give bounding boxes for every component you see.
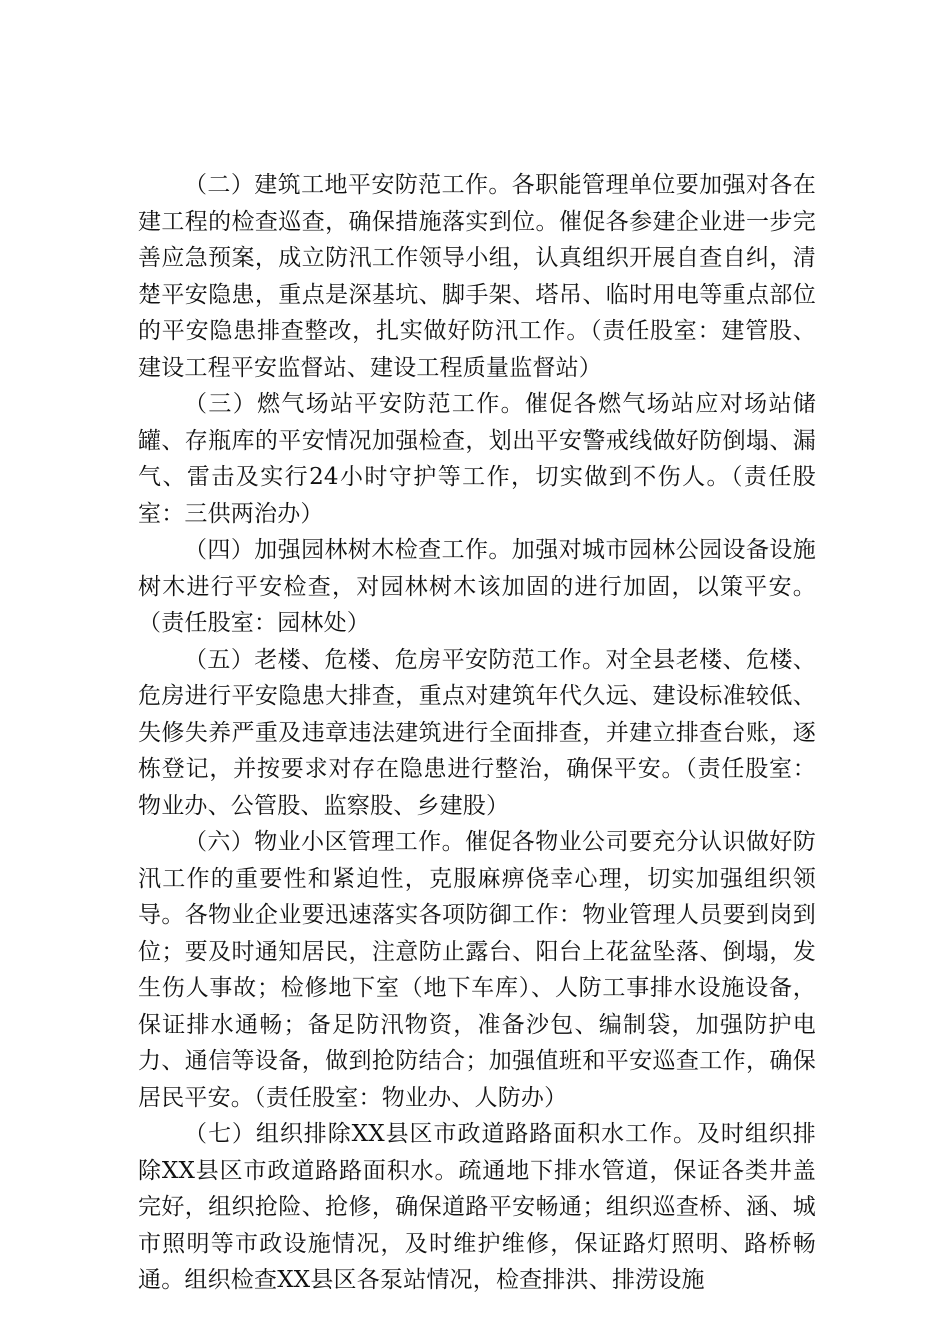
paragraph-construction-site-safety: （二）建筑工地平安防范工作。各职能管理单位要加强对各在建工程的检查巡查，确保措施落实到位。催促各参建企业进一步完善应急预案，成立防汛工作领导小组，认真组织开展自查自纠，清楚平安隐患，重点是深基坑、脚手架、塔吊、临时用电等重点部位的平安隐患排查整改，扎实做好防汛工作。（责任股室：建管股、建设工程平安监督站、建设工程质量监督站）	[138, 172, 816, 381]
document-body	[138, 167, 816, 1299]
paragraph-property-community-management: （六）物业小区管理工作。催促各物业公司要充分认识做好防汛工作的重要性和紧迫性，克服麻痹侥幸心理，切实加强组织领导。各物业企业要迅速落实各项防御工作：物业管理人员要到岗到位；要及时通知居民，注意防止露台、阳台上花盆坠落、倒塌，发生伤人事故；检修地下室（地下车库）、人防工事排水设施设备，保证排水通畅；备足防汛物资，准备沙包、编制袋，加强防护电力、通信等设备，做到抢防结合；加强值班和平安巡查工作，确保居民平安。（责任股室：物业办、人防办）	[138, 829, 816, 1111]
paragraph-old-dangerous-buildings: （五）老楼、危楼、危房平安防范工作。对全县老楼、危楼、危房进行平安隐患大排查，重点对建筑年代久远、建设标准较低、失修失养严重及违章违法建筑进行全面排查，并建立排查台账，逐栋登记，并按要求对存在隐患进行整治，确保平安。（责任股室：物业办、公管股、监察股、乡建股）	[138, 646, 816, 819]
paragraph-garden-tree-inspection: （四）加强园林树木检查工作。加强对城市园林公园设备设施树木进行平安检查，对园林树木该加固的进行加固，以策平安。（责任股室：园林处）	[138, 537, 816, 636]
paragraph-gas-station-safety: （三）燃气场站平安防范工作。催促各燃气场站应对场站储罐、存瓶库的平安情况加强检查，划出平安警戒线做好防倒塌、漏气、雷击及实行24小时守护等工作，切实做到不伤人。（责任股室：三供两治办）	[138, 391, 816, 527]
paragraph-road-water-removal: （七）组织排除XX县区市政道路路面积水工作。及时组织排除XX县区市政道路路面积水。疏通地下排水管道，保证各类井盖完好，组织抢险、抢修，确保道路平安畅通；组织巡查桥、涵、城市照明等市政设施情况，及时维护维修，保证路灯照明、路桥畅通。组织检查XX县区各泵站情况，检查排洪、排涝设施	[138, 1121, 816, 1293]
